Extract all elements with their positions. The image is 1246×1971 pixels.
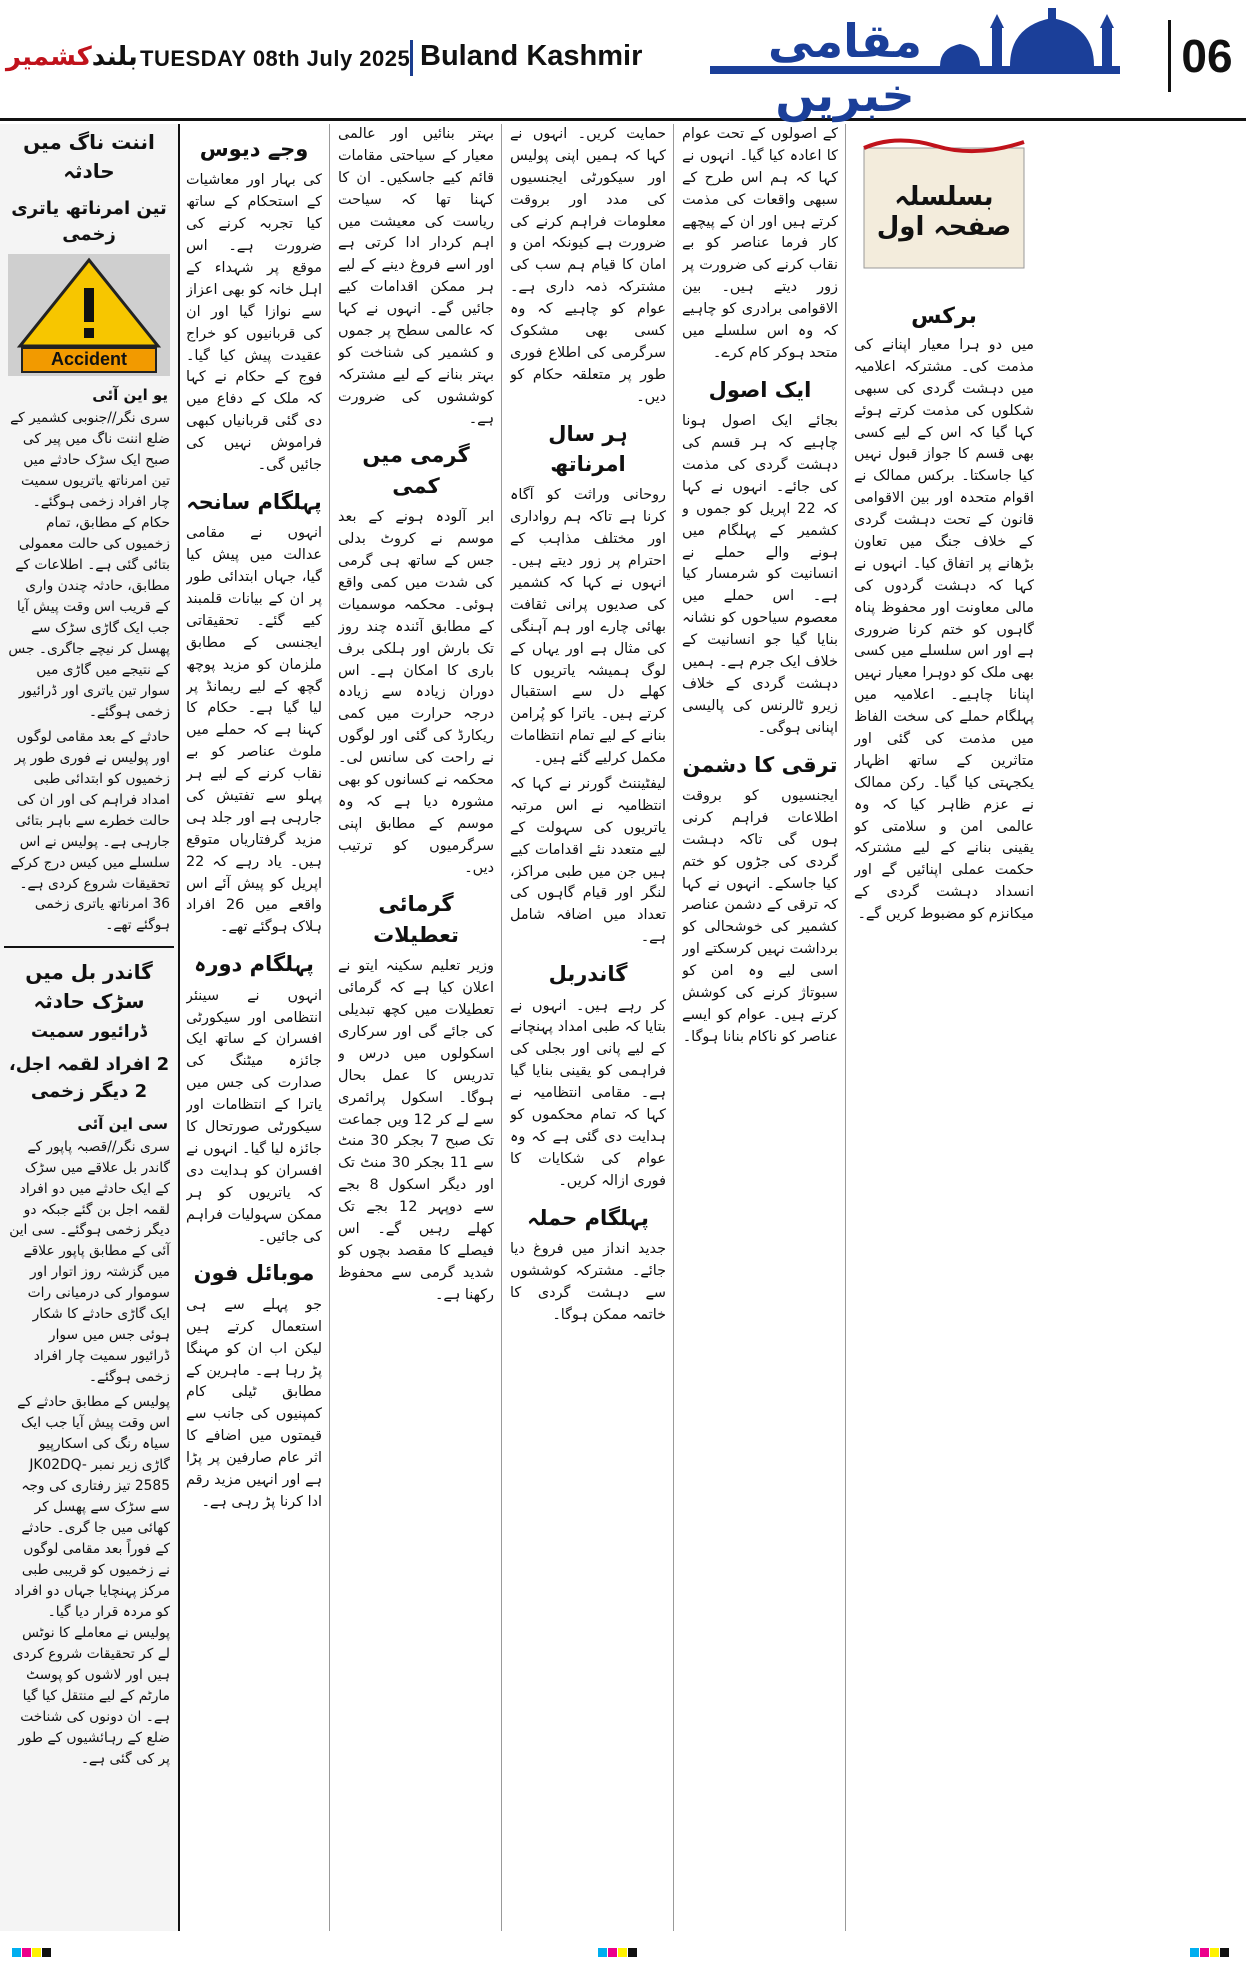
continued-from-front-label: بسلسلہ صفحہ اول bbox=[876, 182, 1012, 242]
news-body: سری نگر//قصبہ پاپور کے گاندر بل علاقے میں سڑک کے ایک حادثے میں دو افراد لقمہ اجل بن گئے جبکہ دو دیگر زخمی ہوگئے۔ سی این آئی کے مطابق پاپور علاقے میں گزشتہ روز اتوار اور سوموار کی درمیانی رات ایک گاڑی حادثے کا شکار ہوئی جس میں سوار ڈرائیور سمیت چار افراد زخمی ہوگئے۔ bbox=[9, 1138, 170, 1386]
headline-enemy-of-progress: ترقی کا دشمن bbox=[682, 752, 838, 777]
article-body: انہوں نے سینئر انتظامی اور سیکورٹی افسران کے ساتھ ایک جائزہ میٹنگ کی صدارت کی جس میں یاترا کے انتظامات اور سیکورٹی صورتحال کا جائزہ لیا گیا۔ انہوں نے افسران کو ہدایت دی کہ یاتریوں کو ہر ممکن سہولیات فراہم کی جائیں۔ bbox=[186, 987, 322, 1245]
column-c bbox=[510, 124, 666, 1931]
column-a bbox=[186, 124, 322, 1931]
column-b bbox=[338, 124, 494, 1931]
headline-vijay-diwas: وجے دیوس bbox=[199, 137, 309, 161]
article-body: جدید انداز میں فروغ دیا جائے۔ مشترکہ کوششوں سے دہشت گردی کا خاتمہ ممکن ہوگا۔ bbox=[510, 1241, 666, 1323]
article-body: ابر آلودہ ہونے کے بعد موسم نے کروٹ بدلی جس کے ساتھ ہی گرمی کی شدت میں کمی واقع ہوئی۔ محکمہ موسمیات کے مطابق آئندہ چند روز تک بارش اور ہلکی برف باری کا امکان ہے۔ اس دوران زیادہ سے زیادہ درجہ حرارت میں کمی ریکارڈ کی گئی اور لوگوں نے راحت کی سانس لی۔ محکمہ نے کسانوں کو بھی مشورہ دیا ہے کہ وہ موسم کے مطابق اپنی سرگرمیوں کو ترتیب دیں۔ bbox=[338, 509, 494, 876]
headline-ganderbal: گاندر بل میں سڑک حادثہ bbox=[25, 960, 153, 1014]
headline-pahalgam-visit: پہلگام دورہ bbox=[194, 952, 314, 977]
news-body: سری نگر//جنوبی کشمیر کے ضلع اننت ناگ میں پیر کی صبح ایک سڑک حادثے میں تین امرناتھ یاتریوں سمیت چار افراد زخمی ہوگئے۔ حکام کے مطابق، تمام زخمیوں کی حالت معمولی بتائی گئی ہے۔ اطلاعات کے مطابق، حادثہ چندن واری کے قریب اس وقت پیش آیا جب ایک گاڑی سڑک سے پھسل کر نیچے جاگری۔ جس کے نتیجے میں گاڑی میں سوار تین یاتری اور ڈرائیور زخمی ہوگئے۔ bbox=[8, 410, 170, 720]
article-body: کر رہے ہیں۔ انہوں نے بتایا کہ طبی امداد پہنچانے کے لیے پانی اور بجلی کی فراہمی کو یقینی بنایا گیا ہے۔ مقامی انتظامیہ نے کہا کہ تمام محکموں کو ہدایت دی گئی ہے کہ وہ عوام کی شکایات کا فوری ازالہ کریں۔ bbox=[510, 997, 666, 1189]
headline-mobile-phone: موبائل فون bbox=[193, 1261, 315, 1286]
issue-date: TUESDAY 08th July 2025 bbox=[140, 46, 411, 71]
divider bbox=[4, 946, 174, 948]
news-credit: سی این آئی bbox=[77, 1114, 168, 1133]
accident-image bbox=[8, 254, 170, 376]
page-number: 06 bbox=[1168, 20, 1243, 92]
headline-heat-decline: گرمی میں کمی bbox=[362, 443, 470, 498]
headline-one-principle: ایک اصول bbox=[708, 377, 812, 402]
column-divider bbox=[501, 124, 502, 1931]
subheadline-casualties: 2 افراد لقمہ اجل، 2 دیگر زخمی bbox=[8, 1054, 170, 1102]
article-body: ایجنسیوں کو بروقت اطلاعات فراہم کرنی ہوں گی تاکہ دہشت گردی کی جڑوں کو ختم کیا جاسکے۔ انہوں نے کہا کہ ترقی کے دشمن عناصر کشمیر کی خوشحالی کو برداشت نہیں کرسکتے اور اسی لیے وہ امن کو سبوتاژ کرنے کی کوشش کرتے ہیں۔ عوام کو ایسے عناصر کو ناکام بنانا ہوگا۔ bbox=[682, 788, 838, 1045]
print-footer bbox=[0, 1935, 1246, 1971]
newspaper-logo: بلندکشمیر bbox=[6, 42, 138, 72]
article-body: میں دو ہرا معیار اپنانے کی مذمت کی۔ مشترکہ اعلامیہ میں دہشت گردی کی سبھی شکلوں کی مذمت کرتے ہوئے کہا گیا کہ اس کے لیے کسی بھی قسم کا جواز قبول نہیں کیا جاسکتا۔ برکس ممالک نے اقوام متحدہ اور بین الاقوامی قانون کے تحت دہشت گردی کے خلاف جنگ میں تعاون بڑھانے پر اتفاق کیا۔ انہوں نے کہا کہ دہشت گردوں کی مالی معاونت اور محفوظ پناہ گاہوں کو ختم کرنا ضروری ہے اور اس سلسلے میں کسی بھی ملک کو دوہرا معیار نہیں اپنانا چاہیے۔ اعلامیہ میں پہلگام حملے کی سخت الفاظ میں مذمت کی گئی اور متاثرین کے ساتھ اظہار یکجہتی کیا گیا۔ رکن ممالک نے عزم ظاہر کیا کہ وہ عالمی امن و سلامتی کو یقینی بنانے کے لیے مشترکہ حکمت عملی اپنائیں گے اور انسداد دہشت گردی کے میکانزم کو مضبوط کریں گے۔ bbox=[854, 337, 1034, 923]
headline-amarnath: ہر سال امرناتھ bbox=[548, 421, 628, 477]
article-body: بجائے ایک اصول ہونا چاہیے کہ ہر قسم کی دہشت گردی کی مذمت کی جائے۔ انہوں نے کہا کہ 22 اپریل کو جموں و کشمیر کے پہلگام میں ہونے والے حملے نے انسانیت کو شرمسار کیا ہے۔ اس حملے میں معصوم سیاحوں کو نشانہ بنایا گیا جو انسانیت کے خلاف ایک جرم ہے۔ ہمیں دہشت گردی کے خلاف زیرو ٹالرنس کی پالیسی اپنانی ہوگی۔ bbox=[682, 413, 838, 736]
header-divider bbox=[410, 40, 413, 76]
article-body: انہوں نے مقامی عدالت میں پیش کیا گیا، جہاں ابتدائی طور پر ان کے بیانات قلمبند کیے گئے۔ تحقیقاتی ایجنسی کے مطابق ملزمان کو مزید پوچھ گچھ کے لیے ریمانڈ پر لیا گیا ہے۔ حکام کا کہنا ہے کہ حملے میں ملوث عناصر کو بے نقاب کرنے کے لیے ہر پہلو سے تفتیش کی جارہی ہے اور جلد ہی مزید گرفتاریاں متوقع ہیں۔ یاد رہے کہ 22 اپریل کو پیش آئے اس واقعے میں 26 افراد ہلاک ہوگئے تھے۔ bbox=[186, 525, 322, 936]
news-body: حادثے کے بعد مقامی لوگوں اور پولیس نے فوری طور پر زخمیوں کو ابتدائی طبی امداد فراہم کی اور ان کی حالت خطرے سے باہر بتائی جارہی ہے۔ پولیس نے اس سلسلے میں کیس درج کرکے تحقیقات شروع کردی ہے۔ 36 امرناتھ یاتری زخمی ہوگئے تھے۔ bbox=[10, 728, 170, 934]
article-body: روحانی وراثت کو آگاہ کرنا ہے تاکہ ہم رواداری اور مختلف مذاہب کے احترام پر زور دیتے ہیں۔ انہوں نے کہا کہ کشمیر کی صدیوں پرانی ثقافت بھائی چارے اور ہم آہنگی کی مثال ہے اور یہاں کے لوگ ہمیشہ یاتریوں کا کھلے دل سے استقبال کرتے ہیں۔ یاترا کو پُرامن بنانے کے لیے تمام انتظامات مکمل کرلیے گئے ہیں۔ bbox=[510, 487, 666, 767]
headline-summer-vacation: گرمائی تعطیلات bbox=[373, 892, 459, 947]
article-body: حمایت کریں۔ انہوں نے کہا کہ ہمیں اپنی پولیس اور سیکورٹی ایجنسیوں کی مدد اور بروقت معلومات فراہم کرنے کی ضرورت ہے کیونکہ امن و امان کا قیام ہم سب کی مشترکہ ذمہ داری ہے۔ عوام کو چاہیے کہ وہ کسی بھی مشکوک سرگرمی کی اطلاع فوری طور پر متعلقہ حکام کو دیں۔ bbox=[510, 126, 666, 405]
article-body: کی بہار اور معاشیات کے استحکام کے ساتھ کیا تجربہ کرنے کی ضرورت ہے۔ اس موقع پر شہداء کے اہل خانہ کو بھی اعزاز سے نوازا گیا اور ان کی قربانیوں کو خراج عقیدت پیش کیا گیا۔ فوج کے حکام نے کہا کہ ملک کے دفاع میں دی گئی قربانیاں کبھی فراموش نہیں کی جائیں گی۔ bbox=[186, 172, 322, 474]
column-divider bbox=[673, 124, 674, 1931]
article-body: وزیر تعلیم سکینہ ایتو نے اعلان کیا ہے کہ گرمائی تعطیلات میں کچھ تبدیلی کی جائے گی اور سرکاری اسکولوں میں درس و تدریس کا عمل بحال ہوگا۔ اسکول پرائمری سے لے کر 12 ویں جماعت تک صبح 7 بجکر 30 منٹ سے 11 بجکر 30 منٹ تک اور دیگر اسکول 8 بجے سے دوپہر 12 بجے تک کھلے رہیں گے۔ اس فیصلے کا مقصد بچوں کو شدید گرمی سے محفوظ رکھنا ہے۔ bbox=[338, 958, 494, 1303]
accident-image-caption: Accident bbox=[50, 349, 128, 370]
headline-anantnag: اننت ناگ میں حادثہ bbox=[23, 130, 155, 183]
news-credit: یو این آئی bbox=[92, 386, 168, 405]
headline-ganderbal-col: گاندربل bbox=[548, 962, 628, 987]
subheadline-driver: ڈرائیور سمیت bbox=[31, 1022, 147, 1043]
headline-pahalgam-attack: پہلگام حملہ bbox=[527, 1205, 649, 1230]
brand-name: Buland Kashmir bbox=[420, 40, 643, 72]
color-swatches bbox=[12, 1948, 52, 1957]
subheadline-anantnag: تین امرناتھ یاتری زخمی bbox=[11, 198, 167, 246]
article-body: لیفٹیننٹ گورنر نے کہا کہ انتظامیہ نے اس مرتبہ یاتریوں کی سہولت کے لیے متعدد نئے اقدامات کیے ہیں جن میں طبی مراکز، لنگر اور قیام گاہوں کی تعداد میں اضافہ شامل ہے۔ bbox=[510, 776, 666, 946]
column-divider bbox=[845, 124, 846, 1931]
article-body: کے اصولوں کے تحت عوام کا اعادہ کیا گیا۔ انہوں نے کہا کہ ہم اس طرح کے سبھی واقعات کی مذمت کرتے ہیں اور ان کے پیچھے کار فرما عناصر کو بے نقاب کرنے کی ضرورت پر زور دیتے ہیں۔ بین الاقوامی برادری کو چاہیے کہ وہ اس سلسلے میں متحد ہوکر کام کرے۔ bbox=[682, 126, 838, 361]
color-swatches bbox=[1190, 1948, 1230, 1957]
column-divider bbox=[329, 124, 330, 1931]
headline-pahalgam-tragedy: پہلگام سانحہ bbox=[186, 489, 322, 514]
color-swatches bbox=[598, 1948, 638, 1957]
column-e bbox=[854, 124, 1034, 1931]
headline-brics: برکس bbox=[911, 304, 977, 329]
article-body: جو پہلے سے ہی استعمال کرتے ہیں لیکن اب ان کو مہنگا پڑ رہا ہے۔ ماہرین کے مطابق ٹیلی کام کمپنیوں کی جانب سے قیمتوں میں اضافے کا اثر عام صارفین پر پڑا ہے اور انہیں مزید رقم ادا کرنا پڑ رہی ہے۔ bbox=[186, 1296, 322, 1510]
side-news-column bbox=[0, 124, 180, 1931]
column-d bbox=[682, 124, 838, 1931]
news-body: پولیس کے مطابق حادثے کے اس وقت پیش آیا جب ایک سیاہ رنگ کی اسکارپیو گاڑی زیر نمبر JK02DQ-2585 تیز رفتاری کی وجہ سے سڑک سے پھسل کر کھائی میں جا گری۔ حادثے کے فوراً بعد مقامی لوگوں نے زخمیوں کو قریبی طبی مرکز پہنچایا جہاں دو افراد کو مردہ قرار دیا گیا۔ پولیس نے معاملے کا نوٹس لے کر تحقیقات شروع کردی ہیں اور لاشوں کو پوسٹ مارٹم کے لیے منتقل کیا گیا ہے۔ ان دونوں کی شناخت ضلع کے رہائشیوں کے طور پر کی گئی ہے۔ bbox=[12, 1394, 170, 1767]
article-body: بہتر بنائیں اور عالمی معیار کے سیاحتی مقامات قائم کیے جاسکیں۔ ان کا کہنا تھا کہ سیاحت ریاست کی معیشت میں اہم کردار ادا کرتی ہے اور اسے فروغ دینے کے لیے ہر ممکن اقدامات کیے جائیں گے۔ انہوں نے کہا کہ عالمی سطح پر جموں و کشمیر کی شناخت کو بہتر بنانے کے لیے مشترکہ کوششوں کی ضرورت ہے۔ bbox=[338, 126, 494, 427]
section-title: مقامی خبریں bbox=[768, 14, 922, 122]
masthead bbox=[0, 0, 1246, 121]
